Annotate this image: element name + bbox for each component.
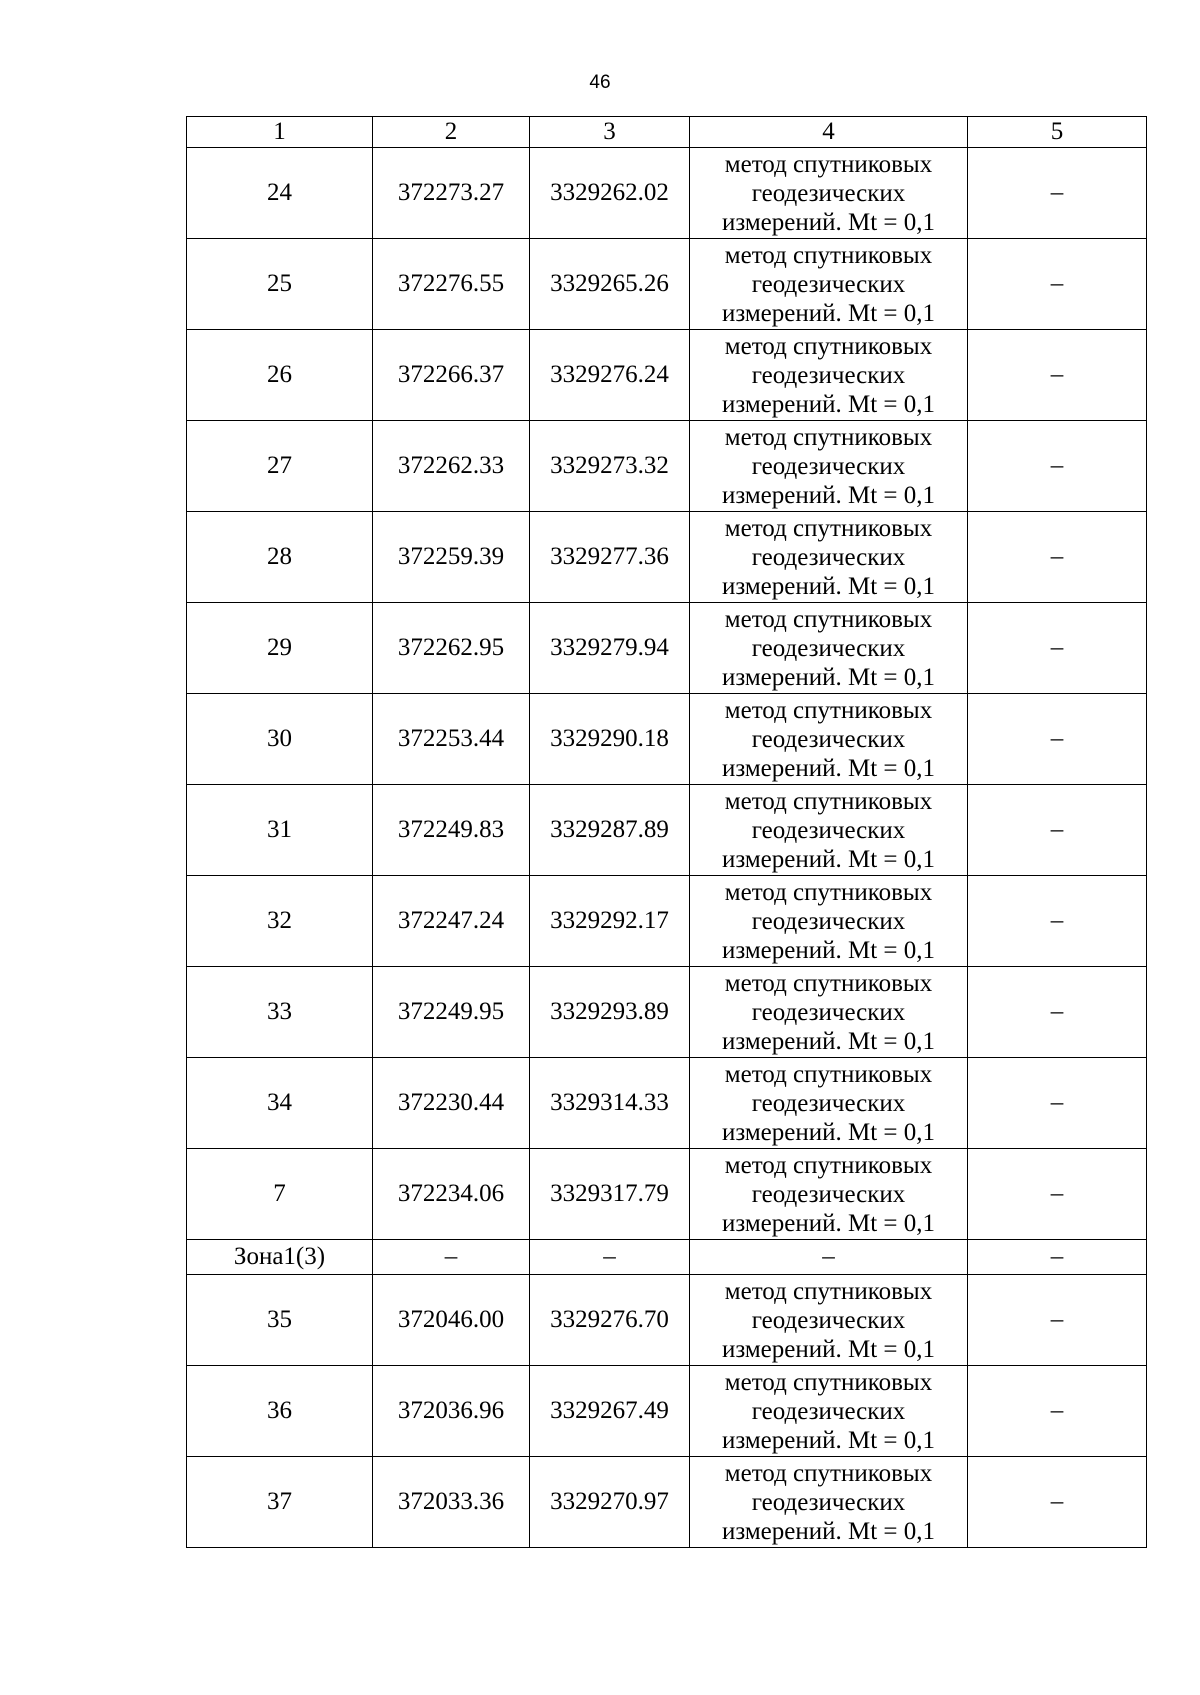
x-coordinate-cell: –: [373, 1240, 530, 1275]
method-cell: [690, 1149, 968, 1240]
table-row: [187, 512, 1147, 603]
method-line: метод спутниковых: [724, 423, 933, 451]
method-line: метод спутниковых: [724, 1277, 933, 1305]
y-coordinate-cell: 3329262.02: [530, 148, 690, 239]
table-row: [187, 1275, 1147, 1366]
point-number-cell: 33: [187, 967, 373, 1058]
method-cell: [690, 421, 968, 512]
x-coordinate-cell: 372234.06: [373, 1149, 530, 1240]
method-cell: [690, 785, 968, 876]
point-number-cell: 27: [187, 421, 373, 512]
method-line: геодезических: [751, 634, 906, 662]
method-line: измерений. Mt = 0,1: [721, 936, 936, 964]
method-line: метод спутниковых: [724, 150, 933, 178]
method-line: геодезических: [751, 907, 906, 935]
method-cell: [690, 967, 968, 1058]
table-row: [187, 694, 1147, 785]
point-number-cell: 31: [187, 785, 373, 876]
point-number-cell: 29: [187, 603, 373, 694]
page-number: 46: [589, 72, 611, 93]
point-number-cell: 32: [187, 876, 373, 967]
method-cell: [690, 148, 968, 239]
method-line: измерений. Mt = 0,1: [721, 845, 936, 873]
column-header-4: 4: [690, 117, 968, 148]
x-coordinate-cell: 372033.36: [373, 1457, 530, 1548]
point-number-cell: 34: [187, 1058, 373, 1149]
point-number-cell: 25: [187, 239, 373, 330]
point-number-cell: 36: [187, 1366, 373, 1457]
method-line: геодезических: [751, 543, 906, 571]
method-cell: [690, 694, 968, 785]
method-line: измерений. Mt = 0,1: [721, 390, 936, 418]
method-line: метод спутниковых: [724, 969, 933, 997]
method-line: измерений. Mt = 0,1: [721, 1209, 936, 1237]
method-line: метод спутниковых: [724, 605, 933, 633]
method-line: метод спутниковых: [724, 878, 933, 906]
x-coordinate-cell: 372247.24: [373, 876, 530, 967]
column-5-cell: –: [968, 421, 1147, 512]
method-line: измерений. Mt = 0,1: [721, 1027, 936, 1055]
coordinates-table: [186, 116, 1147, 1548]
table-row: [187, 603, 1147, 694]
method-line: измерений. Mt = 0,1: [721, 1517, 936, 1545]
x-coordinate-cell: 372273.27: [373, 148, 530, 239]
y-coordinate-cell: 3329267.49: [530, 1366, 690, 1457]
table-row: [187, 967, 1147, 1058]
point-number-cell: 7: [187, 1149, 373, 1240]
method-line: геодезических: [751, 1306, 906, 1334]
method-line: измерений. Mt = 0,1: [721, 481, 936, 509]
column-5-cell: –: [968, 967, 1147, 1058]
column-5-cell: –: [968, 1058, 1147, 1149]
column-5-cell: –: [968, 1366, 1147, 1457]
x-coordinate-cell: 372046.00: [373, 1275, 530, 1366]
column-5-cell: –: [968, 512, 1147, 603]
y-coordinate-cell: 3329273.32: [530, 421, 690, 512]
table-row: [187, 1058, 1147, 1149]
point-number-cell: 26: [187, 330, 373, 421]
method-cell: [690, 603, 968, 694]
method-line: геодезических: [751, 179, 906, 207]
column-header-1: 1: [187, 117, 373, 148]
method-line: геодезических: [751, 816, 906, 844]
method-line: геодезических: [751, 270, 906, 298]
method-line: метод спутниковых: [724, 514, 933, 542]
x-coordinate-cell: 372266.37: [373, 330, 530, 421]
table-row: [187, 1457, 1147, 1548]
y-coordinate-cell: 3329290.18: [530, 694, 690, 785]
x-coordinate-cell: 372262.33: [373, 421, 530, 512]
method-line: геодезических: [751, 998, 906, 1026]
method-cell: [690, 239, 968, 330]
table-header-row: [187, 117, 1147, 148]
method-line: геодезических: [751, 452, 906, 480]
point-number-cell: 35: [187, 1275, 373, 1366]
column-5-cell: –: [968, 239, 1147, 330]
y-coordinate-cell: 3329317.79: [530, 1149, 690, 1240]
column-5-cell: –: [968, 1240, 1147, 1275]
column-5-cell: –: [968, 1457, 1147, 1548]
method-cell: [690, 330, 968, 421]
method-cell: [690, 876, 968, 967]
column-5-cell: –: [968, 1275, 1147, 1366]
x-coordinate-cell: 372249.95: [373, 967, 530, 1058]
method-line: измерений. Mt = 0,1: [721, 1426, 936, 1454]
method-cell: [690, 1275, 968, 1366]
method-line: измерений. Mt = 0,1: [721, 299, 936, 327]
y-coordinate-cell: 3329293.89: [530, 967, 690, 1058]
y-coordinate-cell: 3329279.94: [530, 603, 690, 694]
column-5-cell: –: [968, 694, 1147, 785]
y-coordinate-cell: 3329276.70: [530, 1275, 690, 1366]
x-coordinate-cell: 372036.96: [373, 1366, 530, 1457]
method-line: метод спутниковых: [724, 787, 933, 815]
method-line: геодезических: [751, 361, 906, 389]
column-header-3: 3: [530, 117, 690, 148]
method-cell: [690, 1366, 968, 1457]
column-5-cell: –: [968, 330, 1147, 421]
column-5-cell: –: [968, 148, 1147, 239]
table-body: [187, 148, 1147, 1548]
y-coordinate-cell: 3329277.36: [530, 512, 690, 603]
zone-row: [187, 1240, 1147, 1275]
table-row: [187, 239, 1147, 330]
point-number-cell: Зона1(3): [187, 1240, 373, 1275]
method-line: измерений. Mt = 0,1: [721, 1118, 936, 1146]
y-coordinate-cell: 3329270.97: [530, 1457, 690, 1548]
method-line: геодезических: [751, 1089, 906, 1117]
method-cell: [690, 1457, 968, 1548]
x-coordinate-cell: 372230.44: [373, 1058, 530, 1149]
column-header-5: 5: [968, 117, 1147, 148]
x-coordinate-cell: 372253.44: [373, 694, 530, 785]
method-line: метод спутниковых: [724, 1060, 933, 1088]
column-5-cell: –: [968, 876, 1147, 967]
y-coordinate-cell: 3329292.17: [530, 876, 690, 967]
y-coordinate-cell: 3329265.26: [530, 239, 690, 330]
method-cell: [690, 1058, 968, 1149]
x-coordinate-cell: 372262.95: [373, 603, 530, 694]
column-5-cell: –: [968, 785, 1147, 876]
method-cell: –: [690, 1240, 968, 1275]
point-number-cell: 28: [187, 512, 373, 603]
y-coordinate-cell: 3329287.89: [530, 785, 690, 876]
point-number-cell: 37: [187, 1457, 373, 1548]
table-row: [187, 1149, 1147, 1240]
method-line: геодезических: [751, 1488, 906, 1516]
column-header-2: 2: [373, 117, 530, 148]
table-row: [187, 421, 1147, 512]
method-line: измерений. Mt = 0,1: [721, 663, 936, 691]
column-5-cell: –: [968, 603, 1147, 694]
table-row: [187, 148, 1147, 239]
method-line: измерений. Mt = 0,1: [721, 1335, 936, 1363]
method-line: измерений. Mt = 0,1: [721, 572, 936, 600]
method-line: геодезических: [751, 725, 906, 753]
x-coordinate-cell: 372276.55: [373, 239, 530, 330]
y-coordinate-cell: 3329314.33: [530, 1058, 690, 1149]
column-5-cell: –: [968, 1149, 1147, 1240]
method-line: метод спутниковых: [724, 241, 933, 269]
x-coordinate-cell: 372249.83: [373, 785, 530, 876]
method-cell: [690, 512, 968, 603]
method-line: измерений. Mt = 0,1: [721, 208, 936, 236]
point-number-cell: 30: [187, 694, 373, 785]
table-row: [187, 876, 1147, 967]
y-coordinate-cell: –: [530, 1240, 690, 1275]
method-line: измерений. Mt = 0,1: [721, 754, 936, 782]
table-row: [187, 330, 1147, 421]
method-line: метод спутниковых: [724, 332, 933, 360]
method-line: геодезических: [751, 1397, 906, 1425]
table-row: [187, 785, 1147, 876]
table-row: [187, 1366, 1147, 1457]
y-coordinate-cell: 3329276.24: [530, 330, 690, 421]
method-line: метод спутниковых: [724, 696, 933, 724]
method-line: метод спутниковых: [724, 1151, 933, 1179]
method-line: метод спутниковых: [724, 1459, 933, 1487]
point-number-cell: 24: [187, 148, 373, 239]
method-line: метод спутниковых: [724, 1368, 933, 1396]
method-line: геодезических: [751, 1180, 906, 1208]
x-coordinate-cell: 372259.39: [373, 512, 530, 603]
